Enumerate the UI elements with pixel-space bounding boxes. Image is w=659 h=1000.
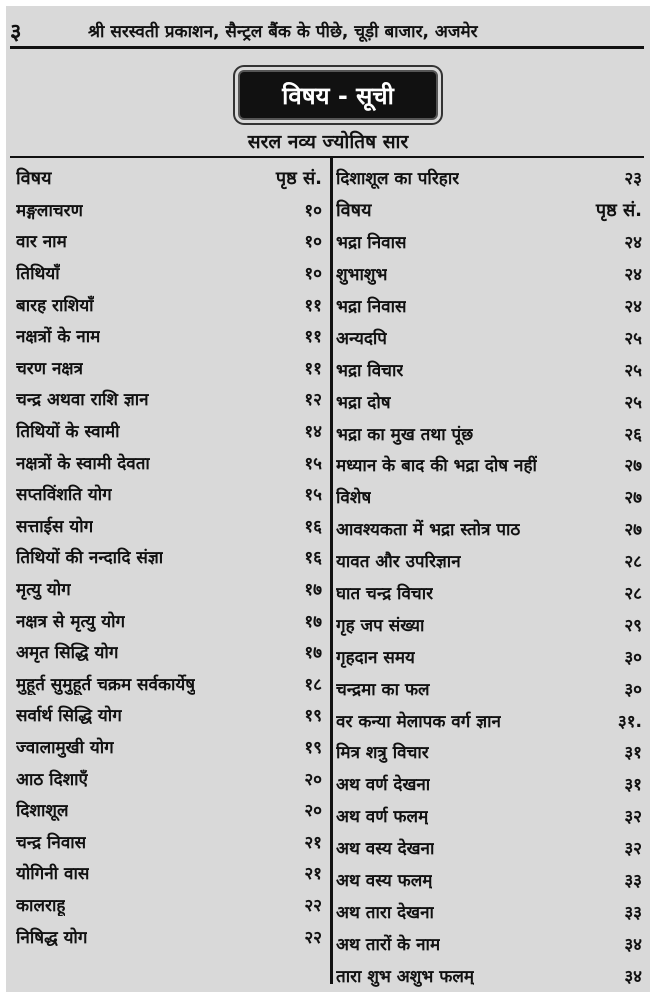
toc-subject: सत्ताईस योग [16,516,94,537]
toc-subject: चरण नक्षत्र [16,358,83,379]
toc-entry [16,383,322,415]
divider [10,156,644,158]
toc-subject: ज्वालामुखी योग [16,737,114,758]
toc-page: १२ [304,390,322,411]
toc-subject: तिथियाँ [16,264,60,285]
toc-page: १० [304,232,322,253]
toc-entry [16,699,322,731]
toc-entry [336,226,642,258]
toc-subject: निषिद्ध योग [16,927,88,948]
toc-subject: गृहदान समय [336,647,415,668]
toc-subject: वार नाम [16,232,67,253]
toc-entry [336,385,642,417]
toc-page: ११ [304,327,322,348]
toc-page: ३३ [624,871,642,892]
toc-page: १७ [304,643,322,664]
toc-entry [336,832,642,864]
toc-subject: शुभाशुभ [336,265,388,286]
toc-entry [336,513,642,545]
toc-page: २९ [624,615,642,636]
toc-page: ११ [304,358,322,379]
toc-entry [336,545,642,577]
toc-subject: भद्रा दोष [336,392,391,413]
toc-subject: मङ्गलाचरण [16,200,83,221]
toc-page: ११ [304,295,322,316]
toc-page: २१ [304,832,322,853]
toc-subject: योगिनी वास [16,864,90,885]
toc-page: ३० [624,647,642,668]
toc-entry [336,736,642,768]
toc-subject: मध्यान के बाद की भद्रा दोष नहीं [336,456,537,477]
toc-subject: आवश्यकता में भद्रा स्तोत्र पाठ [336,520,521,541]
toc-subject: यावत और उपरिज्ञान [336,552,461,573]
toc-page: २२ [304,927,322,948]
toc-subject: तिथियों के स्वामी [16,422,120,443]
toc-entry [336,959,642,991]
toc-page: १९ [304,737,322,758]
toc-page: २० [304,769,322,790]
toc-entry [16,225,322,257]
toc-page: २८ [624,584,642,605]
toc-page: २६ [624,424,642,445]
toc-entry [16,320,322,352]
toc-entry [336,290,642,322]
toc-subject: तिथियों की नन्दादि संज्ञा [16,548,164,569]
toc-entry [16,415,322,447]
toc-page: २३ [624,169,642,190]
toc-subject: मृत्यु योग [16,580,71,601]
toc-subject: सर्वार्थ सिद्धि योग [16,706,122,727]
toc-page: २४ [624,297,642,317]
book-page [6,6,650,992]
toc-subject: दिशाशूल [16,801,69,822]
toc-subject: वर कन्या मेलापक वर्ग ज्ञान [336,711,501,732]
toc-entry [336,481,642,513]
toc-page: १० [304,264,322,285]
toc-entry [336,577,642,609]
toc-entry [336,672,642,704]
toc-entry [16,920,322,952]
toc-page: ३० [624,679,642,700]
toc-subject: अमृत सिद्धि योग [16,643,119,664]
toc-page: २४ [624,233,642,254]
toc-subject: भद्रा विचार [336,360,404,381]
toc-page: २७ [624,520,642,541]
toc-subject: सप्तविंशति योग [16,485,112,506]
toc-page: १९ [304,706,322,727]
left-column [16,162,322,952]
toc-subject: अथ तारों के नाम [336,934,441,955]
toc-page: २५ [624,360,642,381]
toc-subject: चन्द्र अथवा राशि ज्ञान [16,390,149,411]
toc-subject: मुहूर्त सुमुहूर्त चक्रम सर्वकार्येषु [16,674,196,695]
toc-subject: कालराहू [16,895,66,916]
page-number: ३ [10,20,22,45]
column-header [336,194,642,226]
toc-entry [336,258,642,290]
toc-entry [336,927,642,959]
toc-entry [336,800,642,832]
toc-page: १७ [304,580,322,601]
toc-entry [16,510,322,542]
toc-entry [336,608,642,640]
toc-entry [16,731,322,763]
toc-page: १६ [304,548,322,569]
toc-subject: बारह राशियाँ [16,295,94,316]
toc-subject: भद्रा का मुख तथा पूंछ [336,424,474,445]
toc-page: २४ [624,265,642,286]
toc-page: १७ [304,611,322,632]
toc-page: ३२ [624,839,642,860]
toc-entry [336,704,642,736]
subject-heading: विषय [336,199,372,221]
toc-page: २७ [624,488,642,509]
toc-entry [16,478,322,510]
toc-page: २५ [624,328,642,349]
book-subtitle: सरल नव्य ज्योतिष सार [247,131,409,153]
toc-entry [336,417,642,449]
toc-subject: भद्रा निवास [336,233,407,254]
toc-subject: अथ वर्ण फलम् [336,807,429,828]
toc-page: ३१ [624,743,642,764]
toc-subject: अथ वस्य देखना [336,839,435,860]
toc-entry [16,604,322,636]
toc-subject: अथ तारा देखना [336,902,434,923]
right-column [336,162,642,991]
toc-subject: दिशाशूल का परिहार [336,169,460,190]
toc-entry [336,864,642,896]
toc-subject: नक्षत्र से मृत्यु योग [16,611,126,632]
toc-page: ३४ [624,966,642,987]
contents-title: विषय - सूची [238,70,438,120]
toc-page: ३१ [624,775,642,796]
toc-page: १६ [304,516,322,537]
toc-entry [16,857,322,889]
toc-page: २१ [304,864,322,885]
toc-subject: अन्यदपि [336,328,387,349]
toc-subject: आठ दिशाएँ [16,769,88,790]
toc-entry [336,640,642,672]
toc-page: २७ [624,456,642,477]
toc-subject: चन्द्र निवास [16,832,87,853]
toc-subject: विशेष [336,488,372,509]
toc-page: १८ [304,674,322,695]
toc-entry [16,636,322,668]
toc-entry [16,668,322,700]
toc-entry [336,353,642,385]
subject-heading: विषय [16,167,52,189]
publisher-line: श्री सरस्वती प्रकाशन, सैन्ट्रल बैंक के पीछे, चूड़ी बाजार, अजमेर [88,22,478,42]
toc-entry [16,446,322,478]
toc-subject: भद्रा निवास [336,297,407,317]
toc-page: २० [304,801,322,822]
toc-page: २२ [304,895,322,916]
toc-entry [16,352,322,384]
toc-subject: नक्षत्रों के स्वामी देवता [16,453,150,474]
toc-entry [336,162,642,194]
page-heading: पृष्ठ सं. [275,167,322,189]
column-divider [330,158,333,984]
toc-page: १४ [304,422,322,443]
toc-entry [16,541,322,573]
toc-page: १५ [304,485,322,506]
toc-entry [336,321,642,353]
toc-subject: अथ वर्ण देखना [336,775,431,796]
toc-entry [16,825,322,857]
toc-entry [16,762,322,794]
toc-entry [16,257,322,289]
toc-subject: नक्षत्रों के नाम [16,327,101,348]
toc-subject: मित्र शत्रु विचार [336,743,429,764]
toc-page: १० [304,200,322,221]
toc-page: ३२ [624,807,642,828]
toc-entry [336,768,642,800]
toc-subject: अथ वस्य फलम् [336,871,433,892]
toc-entry [16,194,322,226]
page-heading: पृष्ठ सं. [595,199,642,221]
toc-subject: घात चन्द्र विचार [336,584,434,605]
toc-subject: तारा शुभ अशुभ फलम् [336,966,475,987]
toc-subject: गृह जप संख्या [336,615,425,636]
page-header [10,12,644,49]
toc-page: ३३ [624,902,642,923]
toc-entry [336,895,642,927]
column-header [16,162,322,194]
toc-subject: चन्द्रमा का फल [336,679,430,700]
toc-entry [16,573,322,605]
toc-page: ३१. [617,711,642,732]
toc-entry [16,889,322,921]
toc-entry [336,449,642,481]
toc-page: २८ [624,552,642,573]
toc-page: ३४ [624,934,642,955]
toc-page: २५ [624,392,642,413]
toc-page: १५ [304,453,322,474]
toc-entry [16,794,322,826]
toc-entry [16,288,322,320]
